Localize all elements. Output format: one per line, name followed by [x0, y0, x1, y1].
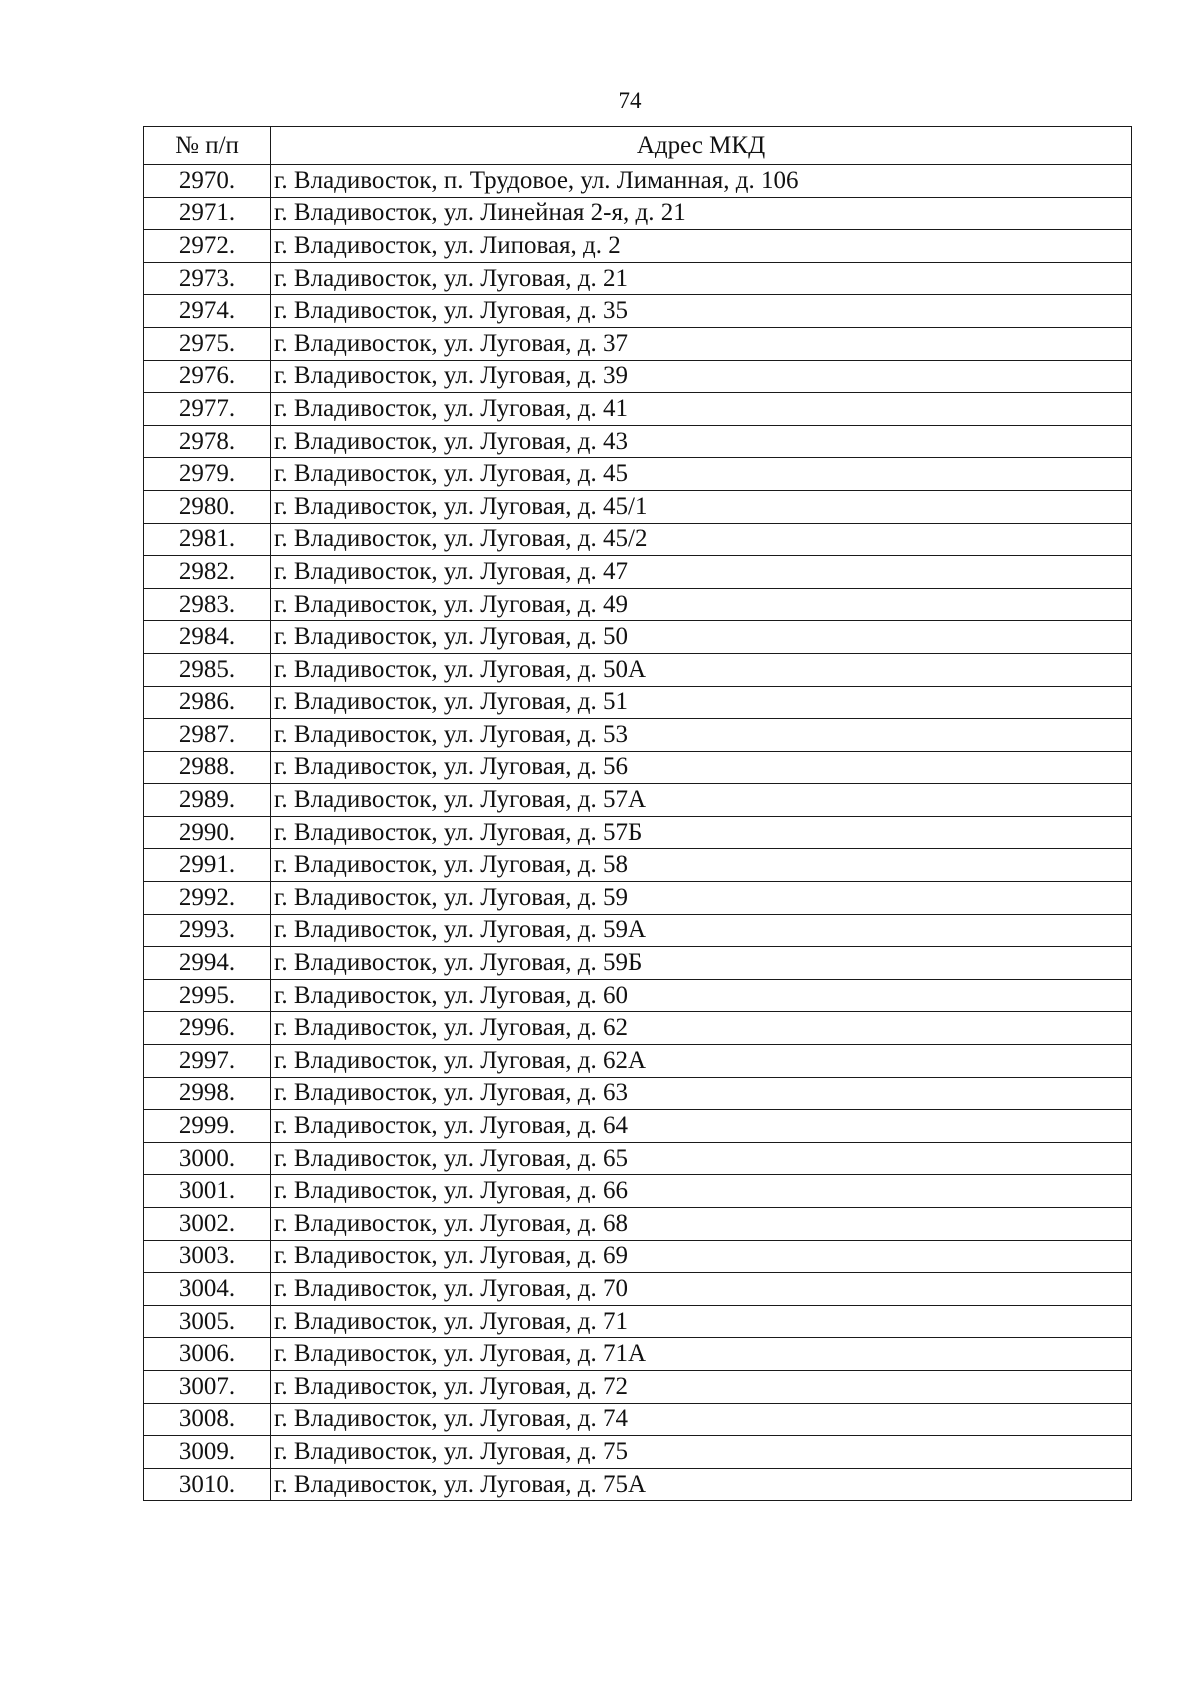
row-address: г. Владивосток, ул. Луговая, д. 37: [271, 327, 1132, 360]
row-address: г. Владивосток, ул. Луговая, д. 49: [271, 588, 1132, 621]
row-number: 2972.: [144, 230, 271, 263]
row-address: г. Владивосток, ул. Луговая, д. 41: [271, 393, 1132, 426]
table-body: [144, 165, 1132, 1501]
row-address: г. Владивосток, ул. Луговая, д. 59Б: [271, 947, 1132, 980]
row-address: г. Владивосток, ул. Луговая, д. 66: [271, 1175, 1132, 1208]
header-row: [144, 127, 1132, 165]
table-row: [144, 621, 1132, 654]
table-row: [144, 1338, 1132, 1371]
table-row: [144, 751, 1132, 784]
row-address: г. Владивосток, ул. Луговая, д. 39: [271, 360, 1132, 393]
row-number: 2993.: [144, 914, 271, 947]
page-number: 74: [618, 88, 642, 113]
row-number: 3002.: [144, 1208, 271, 1241]
row-address: г. Владивосток, ул. Луговая, д. 53: [271, 719, 1132, 752]
table-row: [144, 295, 1132, 328]
row-number: 3010.: [144, 1468, 271, 1501]
row-address: г. Владивосток, ул. Луговая, д. 71: [271, 1305, 1132, 1338]
row-address: г. Владивосток, ул. Луговая, д. 50А: [271, 653, 1132, 686]
row-address: г. Владивосток, ул. Луговая, д. 57А: [271, 784, 1132, 817]
table-row: [144, 458, 1132, 491]
row-address: г. Владивосток, ул. Линейная 2-я, д. 21: [271, 197, 1132, 230]
row-number: 3001.: [144, 1175, 271, 1208]
row-address: г. Владивосток, ул. Луговая, д. 72: [271, 1370, 1132, 1403]
table-row: [144, 1240, 1132, 1273]
row-address: г. Владивосток, ул. Луговая, д. 56: [271, 751, 1132, 784]
address-table: [143, 126, 1132, 1501]
table-row: [144, 393, 1132, 426]
row-number: 2985.: [144, 653, 271, 686]
row-address: г. Владивосток, ул. Луговая, д. 51: [271, 686, 1132, 719]
table-row: [144, 425, 1132, 458]
row-address: г. Владивосток, ул. Луговая, д. 64: [271, 1110, 1132, 1143]
row-address: г. Владивосток, ул. Луговая, д. 57Б: [271, 816, 1132, 849]
row-number: 2996.: [144, 1012, 271, 1045]
row-number: 2977.: [144, 393, 271, 426]
table-row: [144, 230, 1132, 263]
table-row: [144, 1273, 1132, 1306]
header-address: Адрес МКД: [271, 127, 1132, 165]
row-address: г. Владивосток, ул. Луговая, д. 70: [271, 1273, 1132, 1306]
row-address: г. Владивосток, ул. Луговая, д. 47: [271, 556, 1132, 589]
row-number: 2974.: [144, 295, 271, 328]
row-number: 2995.: [144, 979, 271, 1012]
row-number: 3009.: [144, 1436, 271, 1469]
row-number: 2990.: [144, 816, 271, 849]
row-number: 2991.: [144, 849, 271, 882]
row-number: 2973.: [144, 262, 271, 295]
row-address: г. Владивосток, ул. Луговая, д. 60: [271, 979, 1132, 1012]
row-address: г. Владивосток, ул. Луговая, д. 50: [271, 621, 1132, 654]
table-row: [144, 882, 1132, 915]
row-number: 2980.: [144, 490, 271, 523]
table-row: [144, 197, 1132, 230]
table-row: [144, 1045, 1132, 1078]
table-row: [144, 556, 1132, 589]
row-number: 2987.: [144, 719, 271, 752]
table-row: [144, 784, 1132, 817]
table-row: [144, 1012, 1132, 1045]
table-row: [144, 914, 1132, 947]
table-row: [144, 490, 1132, 523]
row-number: 2970.: [144, 165, 271, 198]
header-number: № п/п: [144, 127, 271, 165]
row-number: 2979.: [144, 458, 271, 491]
row-number: 2989.: [144, 784, 271, 817]
row-number: 2975.: [144, 327, 271, 360]
table-row: [144, 719, 1132, 752]
row-number: 2982.: [144, 556, 271, 589]
row-number: 2976.: [144, 360, 271, 393]
row-address: г. Владивосток, ул. Луговая, д. 59А: [271, 914, 1132, 947]
row-number: 3003.: [144, 1240, 271, 1273]
table-row: [144, 262, 1132, 295]
table-row: [144, 686, 1132, 719]
row-number: 3006.: [144, 1338, 271, 1371]
row-address: г. Владивосток, ул. Луговая, д. 62А: [271, 1045, 1132, 1078]
row-number: 2998.: [144, 1077, 271, 1110]
row-address: г. Владивосток, ул. Луговая, д. 43: [271, 425, 1132, 458]
row-address: г. Владивосток, ул. Луговая, д. 59: [271, 882, 1132, 915]
row-address: г. Владивосток, ул. Луговая, д. 58: [271, 849, 1132, 882]
row-number: 2997.: [144, 1045, 271, 1078]
table-row: [144, 947, 1132, 980]
table-row: [144, 1208, 1132, 1241]
row-number: 3008.: [144, 1403, 271, 1436]
row-address: г. Владивосток, ул. Луговая, д. 63: [271, 1077, 1132, 1110]
row-number: 2992.: [144, 882, 271, 915]
row-number: 2999.: [144, 1110, 271, 1143]
table-row: [144, 849, 1132, 882]
row-address: г. Владивосток, ул. Луговая, д. 68: [271, 1208, 1132, 1241]
row-address: г. Владивосток, ул. Луговая, д. 74: [271, 1403, 1132, 1436]
table-row: [144, 1110, 1132, 1143]
row-number: 2988.: [144, 751, 271, 784]
row-number: 3007.: [144, 1370, 271, 1403]
table-row: [144, 1305, 1132, 1338]
table-row: [144, 523, 1132, 556]
table-row: [144, 979, 1132, 1012]
row-address: г. Владивосток, ул. Луговая, д. 45: [271, 458, 1132, 491]
row-number: 2986.: [144, 686, 271, 719]
row-number: 2994.: [144, 947, 271, 980]
table-row: [144, 588, 1132, 621]
row-address: г. Владивосток, п. Трудовое, ул. Лиманная, д. 106: [271, 165, 1132, 198]
row-address: г. Владивосток, ул. Луговая, д. 75А: [271, 1468, 1132, 1501]
table-row: [144, 653, 1132, 686]
table-row: [144, 1403, 1132, 1436]
row-address: г. Владивосток, ул. Луговая, д. 45/1: [271, 490, 1132, 523]
table-row: [144, 816, 1132, 849]
row-address: г. Владивосток, ул. Луговая, д. 21: [271, 262, 1132, 295]
row-number: 2978.: [144, 425, 271, 458]
row-number: 3005.: [144, 1305, 271, 1338]
table-row: [144, 360, 1132, 393]
row-number: 2981.: [144, 523, 271, 556]
row-address: г. Владивосток, ул. Луговая, д. 45/2: [271, 523, 1132, 556]
row-address: г. Владивосток, ул. Луговая, д. 75: [271, 1436, 1132, 1469]
table-row: [144, 1436, 1132, 1469]
table-row: [144, 1468, 1132, 1501]
row-address: г. Владивосток, ул. Луговая, д. 65: [271, 1142, 1132, 1175]
row-address: г. Владивосток, ул. Луговая, д. 69: [271, 1240, 1132, 1273]
row-address: г. Владивосток, ул. Луговая, д. 71А: [271, 1338, 1132, 1371]
row-address: г. Владивосток, ул. Липовая, д. 2: [271, 230, 1132, 263]
table-row: [144, 327, 1132, 360]
table-row: [144, 1142, 1132, 1175]
table-row: [144, 1175, 1132, 1208]
table-row: [144, 1370, 1132, 1403]
row-number: 3004.: [144, 1273, 271, 1306]
row-number: 2983.: [144, 588, 271, 621]
table-row: [144, 165, 1132, 198]
row-address: г. Владивосток, ул. Луговая, д. 62: [271, 1012, 1132, 1045]
row-address: г. Владивосток, ул. Луговая, д. 35: [271, 295, 1132, 328]
table-header: [144, 127, 1132, 165]
table-row: [144, 1077, 1132, 1110]
row-number: 2984.: [144, 621, 271, 654]
row-number: 3000.: [144, 1142, 271, 1175]
row-number: 2971.: [144, 197, 271, 230]
